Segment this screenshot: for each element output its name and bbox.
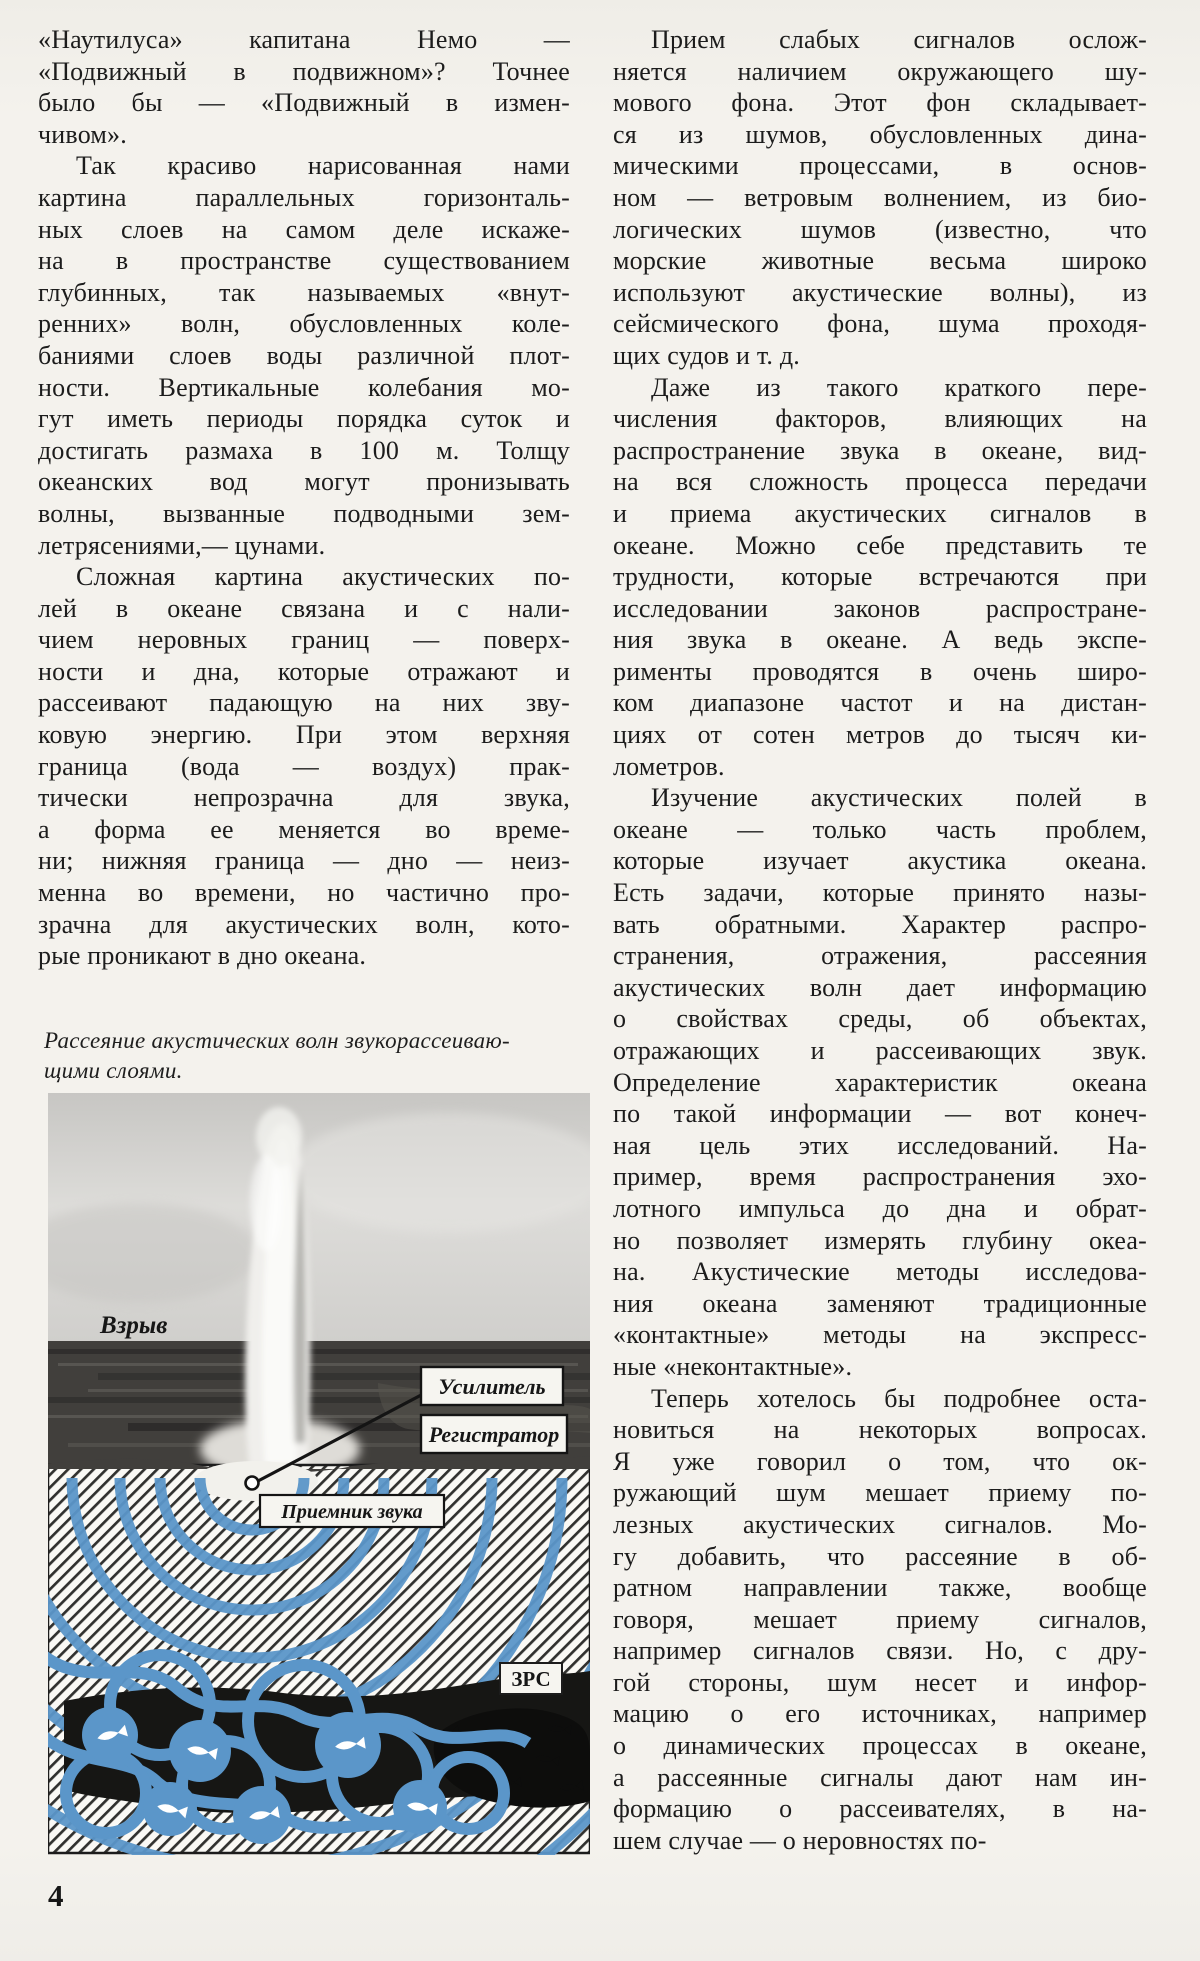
paragraph xyxy=(613,24,1147,372)
text-line: морские животные весьма широко xyxy=(613,246,1147,276)
text-line: говоря, мешает приему сигналов, xyxy=(613,1604,1147,1634)
text-line: Даже из такого краткого пере- xyxy=(651,372,1147,402)
text-line: ковую энергию. При этом верхняя xyxy=(38,720,570,750)
text-line: шем случае — о неровностях по- xyxy=(613,1825,987,1855)
text-line: на вся сложность процесса передачи xyxy=(613,467,1147,497)
text-line: Теперь хотелось бы подробнее оста- xyxy=(651,1383,1147,1413)
svg-text:Приемник звука: Приемник звука xyxy=(281,1501,423,1523)
text-line: о динамических процессах в океане, xyxy=(613,1731,1147,1761)
text-line: ни; нижняя граница — дно — неиз- xyxy=(38,846,570,876)
text-line: ратном направлении также, вообще xyxy=(613,1573,1147,1603)
explosion-label: Взрыв xyxy=(100,1312,168,1339)
text-line: логических шумов (известно, что xyxy=(613,214,1147,244)
caption-line: щими слоями. xyxy=(44,1058,183,1083)
text-line: лотного импульса до дна и обрат- xyxy=(613,1193,1147,1223)
text-line: гу добавить, что рассеяние в об- xyxy=(613,1541,1147,1571)
text-line: ния океана заменяют традиционные xyxy=(613,1288,1147,1318)
text-line: ные «неконтактные». xyxy=(613,1351,853,1381)
text-line: Так красиво нарисованная нами xyxy=(76,151,570,181)
text-line: новиться на некоторых вопросах. xyxy=(613,1415,1147,1445)
svg-text:Регистратор: Регистратор xyxy=(428,1422,560,1447)
text-line: но позволяет измерять глубину океа- xyxy=(613,1225,1147,1255)
text-line: баниями слоев воды различной плот- xyxy=(38,340,570,370)
text-line: волны, вызванные подводными зем- xyxy=(38,498,570,528)
text-line: отражающих и рассеивающих звук. xyxy=(613,1036,1147,1065)
text-line: чивом». xyxy=(38,119,127,149)
paragraph xyxy=(38,24,570,150)
right-text-column xyxy=(613,24,1147,1856)
text-line: на. Акустические методы исследова- xyxy=(613,1257,1147,1287)
text-line: «Наутилуса» капитана Немо — xyxy=(38,25,570,54)
text-line: и приема акустических сигналов в xyxy=(613,498,1147,528)
text-line: ности. Вертикальные колебания мо- xyxy=(38,372,570,402)
text-line: мацию о его источниках, например xyxy=(613,1699,1147,1729)
text-line: странения, отражения, рассеяния xyxy=(613,941,1147,971)
text-line: пример, время распространения эхо- xyxy=(613,1162,1147,1192)
text-line: граница (вода — воздух) прак- xyxy=(38,751,570,781)
text-line: Есть задачи, которые принято назы- xyxy=(613,878,1147,908)
text-line: рименты проводятся в очень широ- xyxy=(613,656,1147,686)
text-line: Изучение акустических полей в xyxy=(651,783,1147,813)
text-line: ренних» волн, обусловленных коле- xyxy=(38,309,570,339)
text-line: вать обратными. Характер распро- xyxy=(613,909,1147,939)
text-line: летрясениями,— цунами. xyxy=(38,530,326,560)
text-line: чием неровных границ — поверх- xyxy=(38,625,570,655)
paragraph xyxy=(38,561,570,972)
text-line: ная цель этих исследований. На- xyxy=(613,1130,1147,1160)
paragraph xyxy=(613,372,1147,783)
text-line: Определение характеристик океана xyxy=(613,1067,1147,1097)
text-line: ном — ветровым волнением, из био- xyxy=(613,182,1147,212)
paragraph xyxy=(613,782,1147,1382)
paragraph xyxy=(38,150,570,561)
text-line: ности и дна, которые отражают и xyxy=(38,656,570,686)
zrs-label xyxy=(500,1663,562,1694)
text-line: сейсмического фона, шума проходя- xyxy=(613,309,1147,339)
amplifier-label xyxy=(421,1367,563,1405)
text-line: исследовании законов распростране- xyxy=(613,593,1147,623)
text-line: ния звука в океане. А ведь экспе- xyxy=(613,625,1147,655)
receiver-label xyxy=(260,1495,444,1527)
text-line: Прием слабых сигналов ослож- xyxy=(651,25,1147,54)
svg-text:Усилитель: Усилитель xyxy=(438,1374,546,1399)
text-line: тически непрозрачна для звука, xyxy=(38,783,570,813)
text-line: лометров. xyxy=(613,751,725,781)
text-line: океане. Можно себе представить те xyxy=(613,530,1147,560)
text-line: менна во времени, но частично про- xyxy=(38,878,570,908)
text-line: ных слоев на самом деле искаже- xyxy=(38,214,570,244)
text-line: «контактные» методы на экспресс- xyxy=(613,1320,1147,1350)
text-line: щих судов и т. д. xyxy=(613,340,800,370)
text-line: а рассеянные сигналы дают нам ин- xyxy=(613,1762,1147,1792)
text-line: достигать размаха в 100 м. Толщу xyxy=(38,435,570,465)
caption-line: Рассеяние акустических волн звукорассеиваю- xyxy=(44,1028,510,1053)
figure-illustration xyxy=(48,1093,590,1855)
text-line: формацию о рассеивателях, в на- xyxy=(613,1794,1147,1824)
text-line: мическими процессами, в основ- xyxy=(613,151,1147,181)
text-line: Я уже говорил о том, что ок- xyxy=(613,1446,1147,1476)
text-line: картина параллельных горизонталь- xyxy=(38,182,570,212)
figure-caption xyxy=(44,1026,584,1086)
text-line: рассеивают падающую на них зву- xyxy=(38,688,570,718)
text-line: распространение звука в океане, вид- xyxy=(613,435,1147,465)
ocean-acoustics-diagram xyxy=(48,1093,590,1855)
page-number: 4 xyxy=(48,1878,64,1913)
text-line: по такой информации — вот конеч- xyxy=(613,1099,1147,1129)
text-line: например сигналов связи. Но, с дру- xyxy=(613,1636,1147,1666)
text-line: ружающий шум мешает приему по- xyxy=(613,1478,1147,1508)
paragraph xyxy=(613,1383,1147,1857)
text-line: Сложная картина акустических по- xyxy=(76,562,570,592)
text-line: используют акустические волны), из xyxy=(613,277,1147,307)
text-line: а форма ее меняется во време- xyxy=(38,814,570,844)
text-line: лей в океане связана и с нали- xyxy=(38,593,570,623)
text-line: гут иметь периоды порядка суток и xyxy=(38,404,570,434)
text-line: ком диапазоне частот и на дистан- xyxy=(613,688,1147,718)
text-line: зрачна для акустических волн, кото- xyxy=(38,909,570,939)
text-line: гой стороны, шум несет и инфор- xyxy=(613,1667,1147,1697)
text-line: которые изучает акустика океана. xyxy=(613,846,1147,876)
text-line: трудности, которые встречаются при xyxy=(613,562,1147,592)
text-line: океане — только часть проблем, xyxy=(613,814,1147,844)
text-line: лезных акустических сигналов. Мо- xyxy=(613,1509,1147,1539)
text-line: о свойствах среды, об объектах, xyxy=(613,1004,1147,1034)
text-line: мового фона. Этот фон складывает- xyxy=(613,88,1147,118)
text-line: циях от сотен метров до тысяч ки- xyxy=(613,720,1147,750)
svg-text:ЗРС: ЗРС xyxy=(511,1667,551,1691)
text-line: ся из шумов, обусловленных дина- xyxy=(613,119,1147,149)
text-line: числения факторов, влияющих на xyxy=(613,404,1147,434)
text-line: на в пространстве существованием xyxy=(38,246,570,276)
text-line: рые проникают в дно океана. xyxy=(38,941,367,971)
text-line: «Подвижный в подвижном»? Точнее xyxy=(38,56,570,86)
left-text-column xyxy=(38,24,570,972)
text-line: было бы — «Подвижный в измен- xyxy=(38,88,570,118)
text-line: акустических волн дает информацию xyxy=(613,972,1147,1002)
text-line: океанских вод могут пронизывать xyxy=(38,467,570,497)
receiver-point xyxy=(246,1477,259,1490)
text-line: няется наличием окружающего шу- xyxy=(613,56,1147,86)
recorder-label xyxy=(421,1415,567,1453)
text-line: глубинных, так называемых «внут- xyxy=(38,277,570,307)
